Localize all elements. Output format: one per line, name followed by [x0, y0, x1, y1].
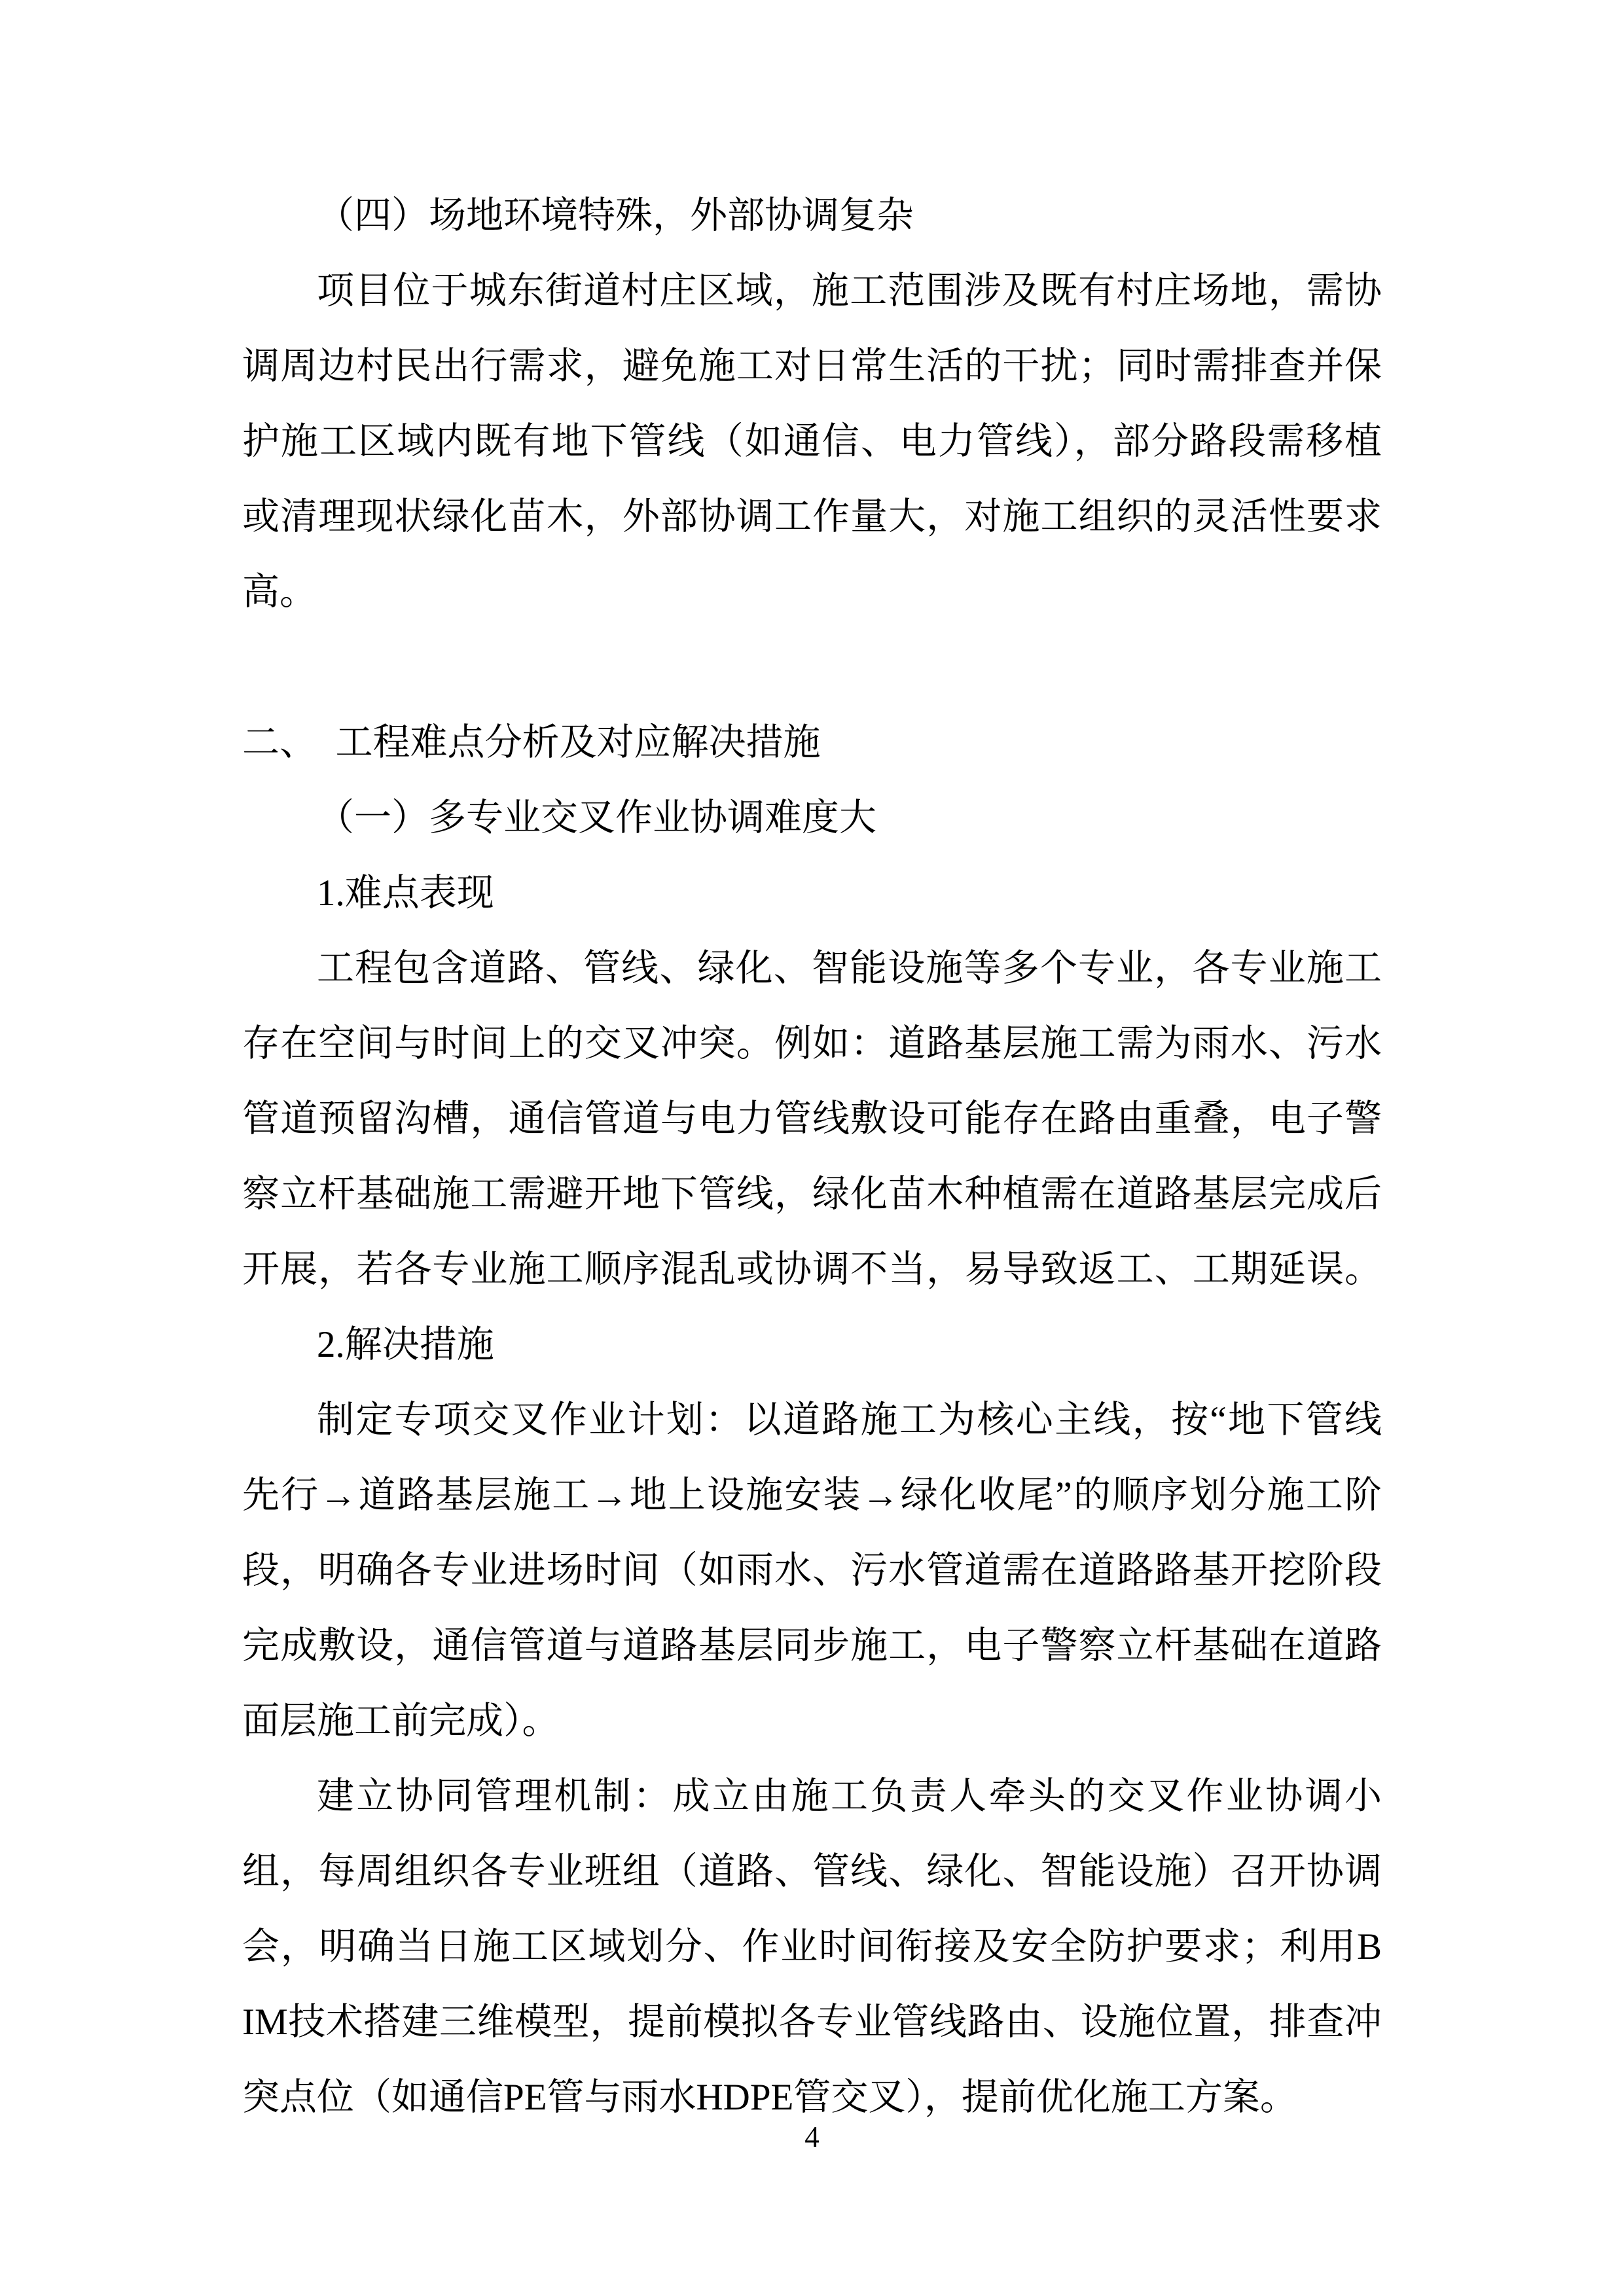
blank-line: [242, 630, 1382, 705]
text-line: 会，明确当日施工区域划分、作业时间衔接及安全防护要求；利用B: [242, 1926, 1382, 1967]
heading-chapter-2: 二、 工程难点分析及对应解决措施: [242, 722, 821, 763]
page-number: 4: [804, 2121, 820, 2153]
text-line: 调周边村民出行需求，避免施工对日常生活的干扰；同时需排查并保: [242, 346, 1382, 387]
text-line: 存在空间与时间上的交叉冲突。例如：道路基层施工需为雨水、污水: [242, 1023, 1382, 1064]
text-line: 开展，若各专业施工顺序混乱或协调不当，易导致返工、工期延误。: [242, 1249, 1382, 1290]
text-line: 组，每周组织各专业班组（道路、管线、绿化、智能设施）召开协调: [242, 1851, 1382, 1892]
heading-section-4: （四）场地环境特殊，外部协调复杂: [317, 195, 914, 236]
text-line: 或清理现状绿化苗木，外部协调工作量大，对施工组织的灵活性要求: [242, 496, 1382, 537]
text-line: 工程包含道路、管线、绿化、智能设施等多个专业，各专业施工: [317, 948, 1382, 989]
text-line: 护施工区域内既有地下管线（如通信、电力管线），部分路段需移植: [242, 421, 1382, 462]
text-line: 制定专项交叉作业计划：以道路施工为核心主线，按“地下管线: [317, 1399, 1382, 1441]
text-line: 先行→道路基层施工→地上设施安装→绿化收尾”的顺序划分施工阶: [242, 1475, 1382, 1516]
text-line: 高。: [242, 571, 317, 613]
document-body: [242, 178, 1382, 2135]
text-line: 完成敷设，通信管道与道路基层同步施工，电子警察立杆基础在道路: [242, 1625, 1382, 1666]
text-line: 项目位于城东街道村庄区域，施工范围涉及既有村庄场地，需协: [317, 270, 1382, 312]
text-line: IM技术搭建三维模型，提前模拟各专业管线路由、设施位置，排查冲: [242, 2001, 1382, 2043]
heading-item-difficulty: 1.难点表现: [317, 872, 494, 914]
text-line: 面层施工前完成）。: [242, 1700, 560, 1742]
heading-item-solution: 2.解决措施: [317, 1324, 494, 1365]
heading-subsection-1: （一）多专业交叉作业协调难度大: [317, 797, 876, 838]
text-line: 察立杆基础施工需避开地下管线，绿化苗木种植需在道路基层完成后: [242, 1174, 1382, 1215]
text-line: 管道预留沟槽，通信管道与电力管线敷设可能存在路由重叠，电子警: [242, 1098, 1382, 1139]
text-line: 段，明确各专业进场时间（如雨水、污水管道需在道路路基开挖阶段: [242, 1550, 1382, 1591]
text-line: 建立协同管理机制：成立由施工负责人牵头的交叉作业协调小: [317, 1776, 1382, 1817]
text-line: 突点位（如通信PE管与雨水HDPE管交叉），提前优化施工方案。: [242, 2077, 1297, 2118]
